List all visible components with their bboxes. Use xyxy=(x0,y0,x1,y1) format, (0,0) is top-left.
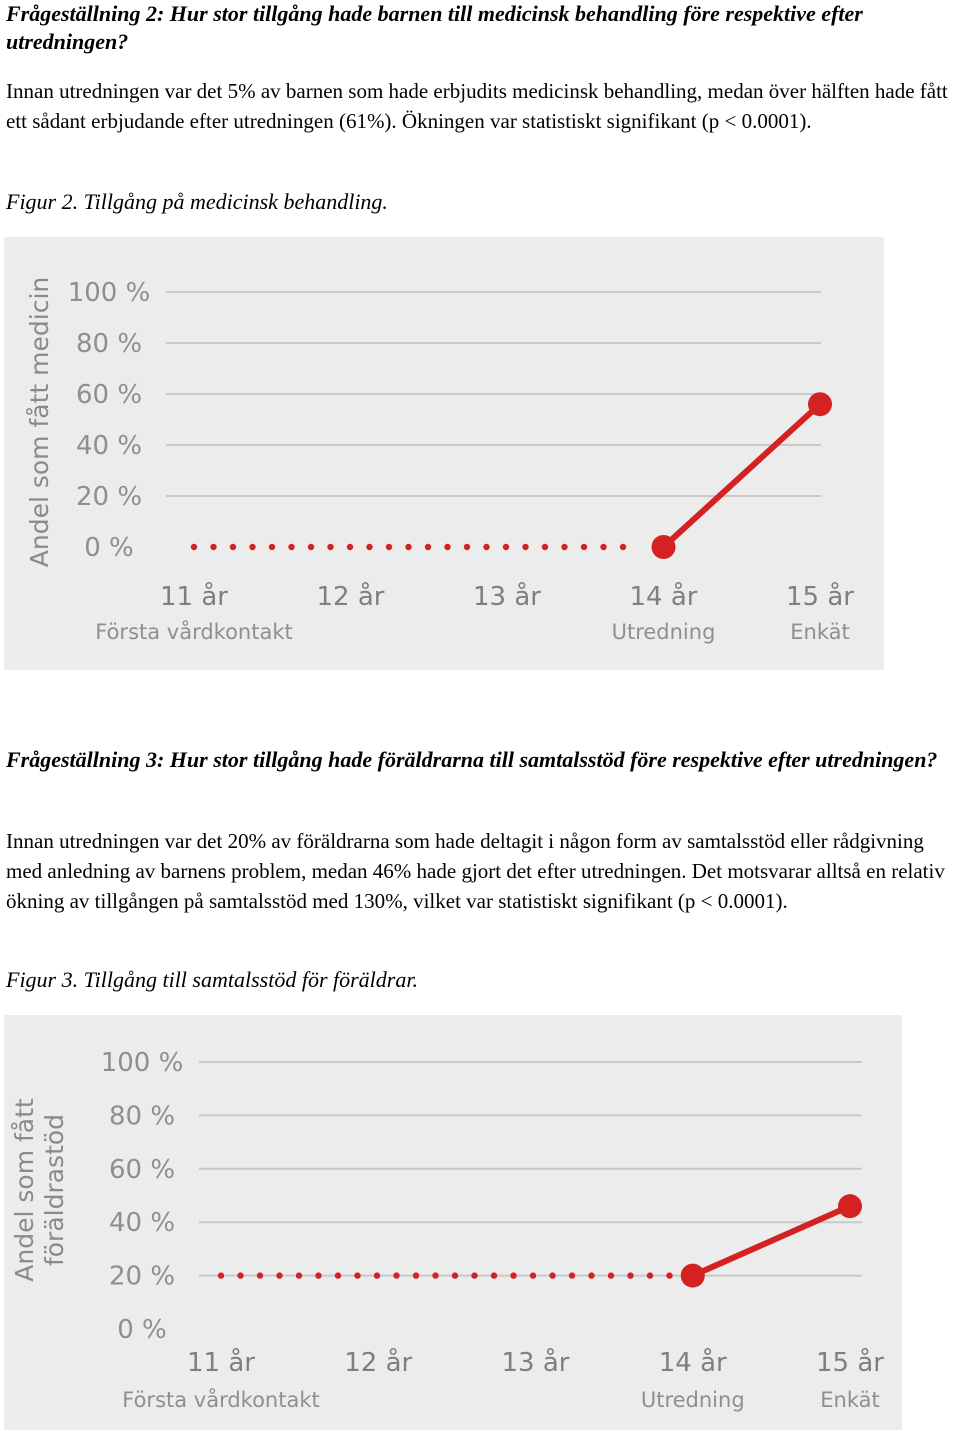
figure-2-chart xyxy=(4,237,884,670)
series-line xyxy=(664,404,821,547)
q3-heading: Frågeställning 3: Hur stor tillgång hade föräldrarna till samtalsstöd före respektive efter utredningen? xyxy=(6,747,938,772)
dotted-series-point xyxy=(503,544,509,550)
dotted-series-point xyxy=(366,544,372,550)
x-tick-sublabel: Första vårdkontakt xyxy=(95,620,293,644)
dotted-series-point xyxy=(191,544,197,550)
data-point xyxy=(681,1264,705,1288)
figure-3-chart xyxy=(4,1015,902,1430)
y-tick-label: 40 % xyxy=(75,431,143,461)
x-tick-sublabel: Utredning xyxy=(611,620,716,644)
dotted-series-point xyxy=(444,544,450,550)
figure-3-caption: Figur 3. Tillgång till samtalsstöd för föräldrar. xyxy=(6,967,418,992)
dotted-series-point xyxy=(308,544,314,550)
x-tick-label: 13 år xyxy=(501,1348,570,1378)
dotted-series-point xyxy=(588,1272,594,1278)
y-tick-label: 20 % xyxy=(75,482,143,512)
q3-paragraph: Innan utredningen var det 20% av föräldrarna som hade deltagit i någon form av samtalsstöd eller rådgivning med anledning av barnens problem, medan 46% hade gjort det efter utredningen. Det motsvarar alltså en relativ ökning av tillgången på samtalsstöd med 130%, vilket var statistiskt signifikant (p < 0.0001). xyxy=(6,829,945,913)
q2-paragraph: Innan utredningen var det 5% av barnen som hade erbjudits medicinsk behandling, medan över hälften hade fått ett sådant erbjudande efter utredningen (61%). Ökningen var statistiskt signifikant (p < 0.0001). xyxy=(6,79,948,133)
y-tick-label: 0 % xyxy=(117,1315,167,1345)
dotted-series-point xyxy=(249,544,255,550)
dotted-series-point xyxy=(569,1272,575,1278)
x-tick-sublabel: Utredning xyxy=(640,1388,745,1412)
dotted-series-point xyxy=(491,1272,497,1278)
y-axis-title: Andel som fått xyxy=(10,1098,39,1282)
x-tick-label: 15 år xyxy=(816,1348,884,1378)
dotted-series-point xyxy=(549,1272,555,1278)
x-tick-label: 11 år xyxy=(187,1348,255,1378)
y-tick-label: 80 % xyxy=(75,329,143,359)
dotted-series-point xyxy=(647,1272,653,1278)
figure-3-svg xyxy=(4,1015,902,1430)
x-tick-label: 13 år xyxy=(473,582,541,612)
dotted-series-point xyxy=(269,544,275,550)
dotted-series-point xyxy=(620,544,626,550)
dotted-series-point xyxy=(464,544,470,550)
dotted-series-point xyxy=(581,544,587,550)
x-tick-label: 12 år xyxy=(344,1348,413,1378)
x-tick-sublabel: Enkät xyxy=(790,620,850,644)
dotted-series-point xyxy=(296,1272,302,1278)
y-axis-title: Andel som fått medicin xyxy=(25,276,54,568)
dotted-series-point xyxy=(386,544,392,550)
x-tick-label: 11 år xyxy=(160,582,228,612)
x-tick-sublabel: Enkät xyxy=(820,1388,880,1412)
x-tick-sublabel: Första vårdkontakt xyxy=(122,1388,320,1412)
y-tick-label: 0 % xyxy=(84,533,134,563)
y-tick-label: 80 % xyxy=(108,1101,176,1132)
dotted-series-point xyxy=(315,1272,321,1278)
dotted-series-point xyxy=(276,1272,282,1278)
dotted-series-point xyxy=(561,544,567,550)
dotted-series-point xyxy=(530,1272,536,1278)
dotted-series-point xyxy=(393,1272,399,1278)
dotted-series-point xyxy=(374,1272,380,1278)
x-tick-label: 14 år xyxy=(658,1348,727,1378)
dotted-series-point xyxy=(210,544,216,550)
dotted-series-point xyxy=(627,1272,633,1278)
figure-2-caption: Figur 2. Tillgång på medicinsk behandling. xyxy=(6,189,388,214)
x-tick-label: 14 år xyxy=(629,582,698,612)
y-axis-title: föräldrastöd xyxy=(40,1113,69,1267)
dotted-series-point xyxy=(347,544,353,550)
x-tick-label: 12 år xyxy=(316,582,385,612)
dotted-series-point xyxy=(452,1272,458,1278)
dotted-series-point xyxy=(335,1272,341,1278)
dotted-series-point xyxy=(432,1272,438,1278)
q2-heading: Frågeställning 2: Hur stor tillgång hade barnen till medicinsk behandling före respektive efter utredningen? xyxy=(6,1,863,54)
y-tick-label: 100 % xyxy=(100,1048,184,1078)
dotted-series-point xyxy=(288,544,294,550)
data-point xyxy=(652,535,676,559)
dotted-series-point xyxy=(542,544,548,550)
data-point xyxy=(838,1194,862,1218)
dotted-series-point xyxy=(522,544,528,550)
dotted-series-point xyxy=(666,1272,672,1278)
y-tick-label: 60 % xyxy=(75,380,143,410)
figure-2-svg xyxy=(4,237,884,670)
data-point xyxy=(808,392,832,416)
y-tick-label: 20 % xyxy=(108,1261,176,1292)
dotted-series-point xyxy=(425,544,431,550)
dotted-series-point xyxy=(483,544,489,550)
x-tick-label: 15 år xyxy=(786,582,854,612)
dotted-series-point xyxy=(237,1272,243,1278)
y-tick-label: 40 % xyxy=(108,1208,176,1239)
dotted-series-point xyxy=(327,544,333,550)
dotted-series-point xyxy=(405,544,411,550)
dotted-series-point xyxy=(600,544,606,550)
dotted-series-point xyxy=(230,544,236,550)
dotted-series-point xyxy=(257,1272,263,1278)
y-tick-label: 100 % xyxy=(67,278,151,308)
dotted-series-point xyxy=(510,1272,516,1278)
dotted-series-point xyxy=(218,1272,224,1278)
dotted-series-point xyxy=(471,1272,477,1278)
dotted-series-point xyxy=(413,1272,419,1278)
dotted-series-point xyxy=(608,1272,614,1278)
dotted-series-point xyxy=(354,1272,360,1278)
series-line xyxy=(693,1206,850,1275)
y-tick-label: 60 % xyxy=(108,1154,176,1185)
